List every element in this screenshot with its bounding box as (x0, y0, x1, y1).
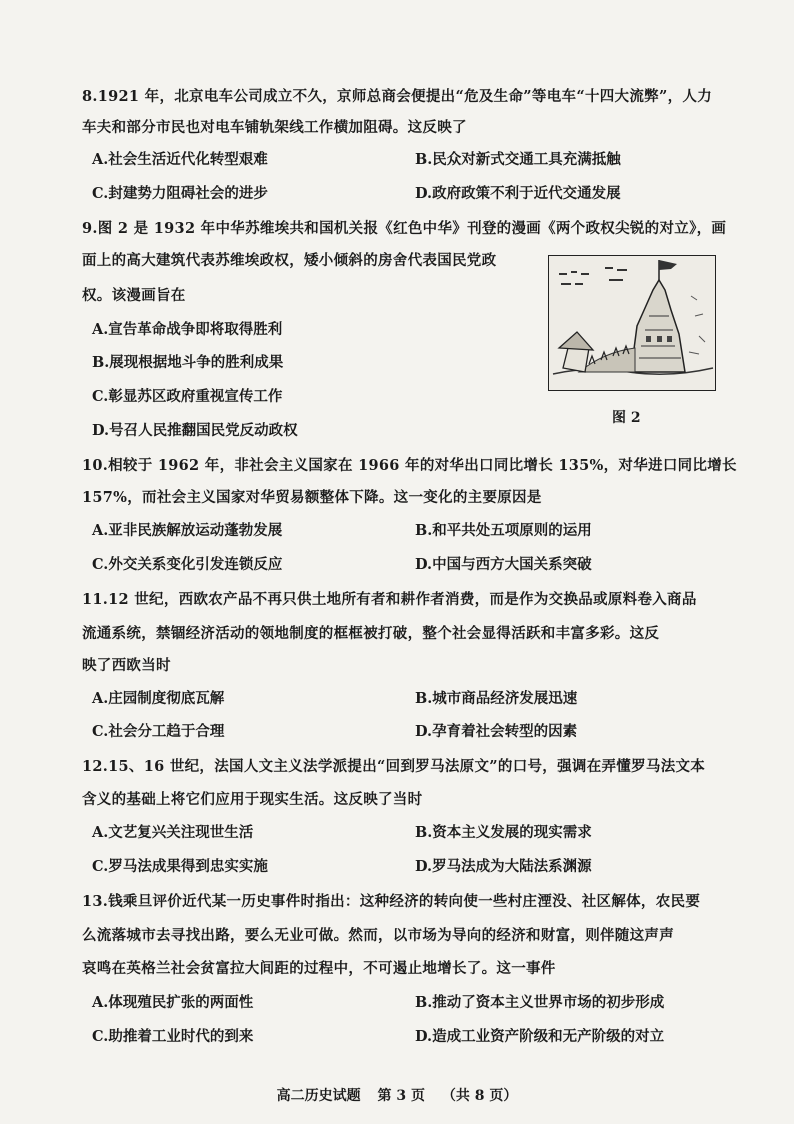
q9-option-b: B.展现根据地斗争的胜利成果 (92, 354, 284, 371)
cartoon-figure (548, 255, 716, 391)
q8-option-a: A.社会生活近代化转型艰难 (92, 151, 268, 168)
q8-stem-line1: 8.1921 年，北京电车公司成立不久，京师总商会便提出“危及生命”等电车“十四大流弊”，人力 (82, 88, 712, 105)
q12-option-d: D.罗马法成为大陆法系渊源 (415, 858, 592, 875)
q13-option-d: D.造成工业资产阶级和无产阶级的对立 (415, 1028, 665, 1045)
q11-option-b: B.城市商品经济发展迅速 (415, 690, 578, 707)
q12-stem-line1: 12.15、16 世纪，法国人文主义法学派提出“回到罗马法原文”的口号，强调在弄懂罗马法文本 (82, 758, 706, 775)
q11-stem-line2: 流通系统，禁锢经济活动的领地制度的框框被打破，整个社会显得活跃和丰富多彩。这反 (82, 625, 660, 642)
q11-option-c: C.社会分工趋于合理 (92, 723, 225, 740)
footer-title: 高二历史试题 (276, 1088, 361, 1104)
figure-caption: 图 2 (612, 410, 641, 426)
q13-option-c: C.助推着工业时代的到来 (92, 1028, 254, 1045)
q8-option-c: C.封建势力阻碍社会的进步 (92, 185, 268, 202)
q8-stem-line2: 车夫和部分市民也对电车铺轨架线工作横加阻碍。这反映了 (82, 119, 467, 136)
q8-option-d: D.政府政策不利于近代交通发展 (415, 185, 621, 202)
footer-page-number: 第 3 页 (377, 1088, 425, 1104)
cartoon-drawing (549, 256, 715, 390)
q10-option-d: D.中国与西方大国关系突破 (415, 556, 592, 573)
q9-option-d: D.号召人民推翻国民党反动政权 (92, 422, 298, 439)
q13-stem-line3: 哀鸣在英格兰社会贫富拉大间距的过程中，不可遏止地增长了。这一事件 (82, 960, 556, 977)
q10-option-c: C.外交关系变化引发连锁反应 (92, 556, 283, 573)
q12-stem-line2: 含义的基础上将它们应用于现实生活。这反映了当时 (82, 791, 423, 808)
q11-stem-line3: 映了西欧当时 (82, 657, 171, 674)
q8-option-b: B.民众对新式交通工具充满抵触 (415, 151, 621, 168)
q9-stem-line3: 权。该漫画旨在 (82, 287, 186, 304)
page-footer (0, 1085, 794, 1105)
q10-option-a: A.亚非民族解放运动蓬勃发展 (92, 522, 283, 539)
q12-option-c: C.罗马法成果得到忠实实施 (92, 858, 268, 875)
q9-option-c: C.彰显苏区政府重视宣传工作 (92, 388, 283, 405)
q13-stem-line2: 么流落城市去寻找出路，要么无业可做。然而，以市场为导向的经济和财富，则伴随这声声 (82, 927, 674, 944)
footer-total-pages: （共 8 页） (441, 1088, 518, 1104)
q13-option-b: B.推动了资本主义世界市场的初步形成 (415, 994, 665, 1011)
q9-stem-line1: 9.图 2 是 1932 年中华苏维埃共和国机关报《红色中华》刊登的漫画《两个政权尖锐的对立》，画 (82, 220, 727, 237)
q13-option-a: A.体现殖民扩张的两面性 (92, 994, 254, 1011)
q11-option-d: D.孕育着社会转型的因素 (415, 723, 578, 740)
q10-stem-line2: 157%，而社会主义国家对华贸易额整体下降。这一变化的主要原因是 (82, 489, 542, 506)
q9-stem-line2: 面上的高大建筑代表苏维埃政权，矮小倾斜的房舍代表国民党政 (82, 252, 497, 269)
q13-stem-line1: 13.钱乘旦评价近代某一历史事件时指出：这种经济的转向使一些村庄湮没、社区解体，农民要 (82, 893, 701, 910)
q11-option-a: A.庄园制度彻底瓦解 (92, 690, 225, 707)
q11-stem-line1: 11.12 世纪，西欧农产品不再只供土地所有者和耕作者消费，而是作为交换品或原料卷入商品 (82, 591, 697, 608)
q9-option-a: A.宣告革命战争即将取得胜利 (92, 321, 283, 338)
q10-stem-line1: 10.相较于 1962 年，非社会主义国家在 1966 年的对华出口同比增长 135%，对华进口同比增长 (82, 457, 737, 474)
q12-option-b: B.资本主义发展的现实需求 (415, 824, 592, 841)
q12-option-a: A.文艺复兴关注现世生活 (92, 824, 254, 841)
q10-option-b: B.和平共处五项原则的运用 (415, 522, 592, 539)
